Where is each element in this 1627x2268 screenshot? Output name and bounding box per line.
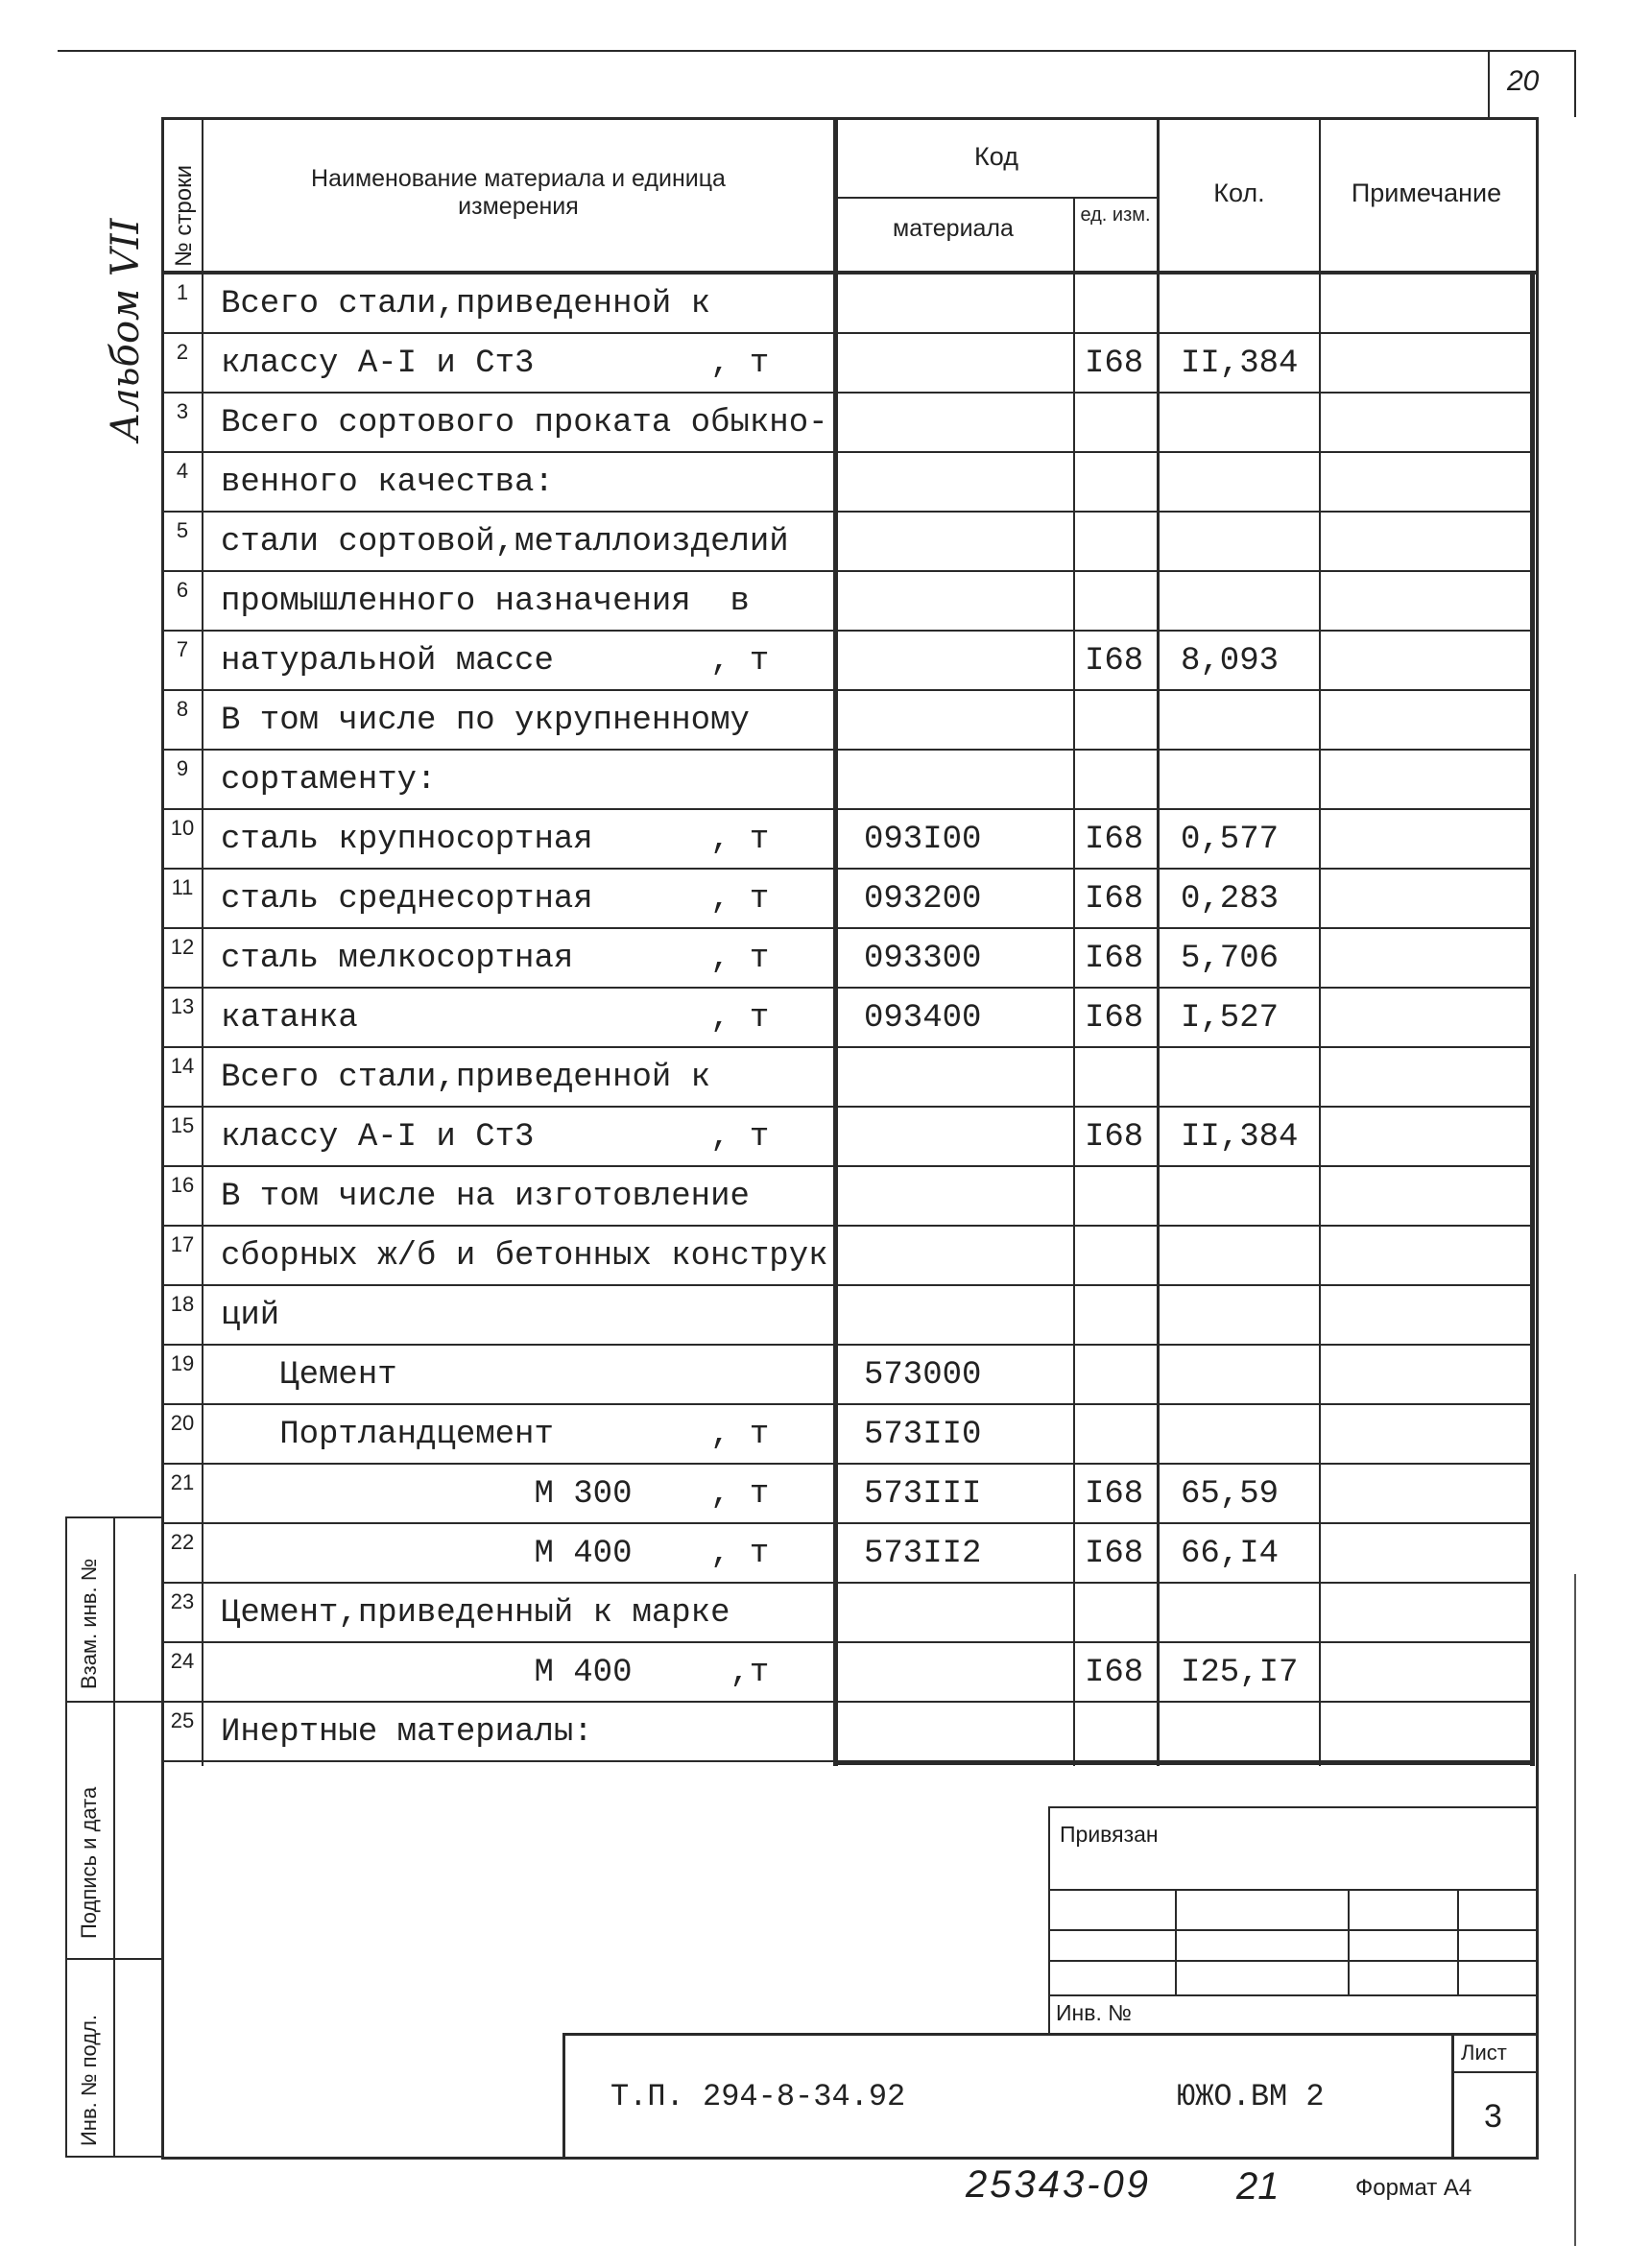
row-name: катанка , т (221, 1000, 770, 1037)
row-number: 5 (176, 518, 189, 542)
row-name: Портландцемент , т (221, 1417, 770, 1453)
row-divider (161, 392, 1534, 394)
row-number: 6 (176, 578, 189, 602)
header-qty: Кол. (1213, 179, 1265, 207)
row-number: 14 (170, 1054, 195, 1078)
frame-bottom (161, 2157, 1538, 2160)
row-name: сортаменту: (221, 762, 437, 799)
row-divider (161, 1165, 1534, 1167)
stamp-vcol1 (1175, 1889, 1177, 1996)
row-number: 21 (170, 1470, 195, 1494)
code-split-line (833, 197, 1158, 199)
row-material-code: 093300 (864, 941, 982, 977)
row-unit-code: I68 (1085, 1000, 1144, 1037)
row-name: Инертные материалы: (221, 1714, 593, 1751)
sheet-label: Лист (1461, 2041, 1507, 2065)
row-unit-code: I68 (1085, 881, 1144, 918)
side-stamp-mid (113, 1516, 115, 2158)
row-quantity: II,384 (1181, 346, 1299, 382)
row-material-code: 573000 (864, 1357, 982, 1394)
row-material-code: 093I00 (864, 822, 982, 858)
row-name: Всего стали,приведенной к (221, 286, 711, 322)
right-margin-line (1574, 1574, 1576, 2246)
row-number: 25 (170, 1708, 195, 1732)
row-unit-code: I68 (1085, 941, 1144, 977)
stamp-top (1048, 1806, 1536, 1808)
row-name: сталь крупносортная , т (221, 822, 770, 858)
col-rownum-line (202, 117, 203, 1766)
frame-left (161, 117, 164, 2160)
row-name: венного качества: (221, 465, 554, 501)
row-divider (161, 1463, 1534, 1465)
side-replace-inv: Взам. инв. № (77, 1558, 101, 1689)
stamp-row3 (1048, 1960, 1536, 1962)
row-divider (161, 630, 1534, 632)
row-number: 15 (170, 1113, 195, 1137)
row-number: 20 (170, 1411, 195, 1435)
title-block-sheet-left (1451, 2033, 1454, 2158)
header-name: Наименование материала и единица измерения (311, 165, 726, 220)
title-block-sheet-div (1451, 2071, 1538, 2073)
row-number: 22 (170, 1530, 195, 1554)
stamp-bound: Привязан (1060, 1822, 1159, 1847)
footer-format: Формат А4 (1355, 2175, 1472, 2201)
row-name: В том числе на изготовление (221, 1179, 750, 1215)
row-unit-code: I68 (1085, 643, 1144, 680)
side-stamp-bottom (65, 2156, 163, 2158)
row-name: М 300 , т (221, 1476, 770, 1513)
row-divider (161, 511, 1534, 513)
stamp-row1 (1048, 1889, 1536, 1891)
row-number: 16 (170, 1173, 195, 1197)
row-quantity: I25,I7 (1181, 1655, 1299, 1691)
row-divider (161, 332, 1534, 334)
row-name: стали сортовой,металлоизделий (221, 524, 789, 561)
row-name: сборных ж/б и бетонных конструк (221, 1238, 828, 1275)
row-name: сталь мелкосортная , т (221, 941, 770, 977)
row-number: 9 (176, 756, 189, 780)
header-note: Примечание (1351, 179, 1502, 207)
row-number: 23 (170, 1589, 195, 1613)
sheet-corner-number: 20 (1507, 65, 1540, 97)
doc-code: Т.П. 294-8-34.92 (610, 2079, 906, 2114)
row-quantity: 0,577 (1181, 822, 1280, 858)
row-name: М 400 ,т (221, 1655, 770, 1691)
side-sign-date: Подпись и дата (77, 1786, 101, 1939)
row-quantity: 8,093 (1181, 643, 1280, 680)
row-number: 8 (176, 697, 189, 721)
row-material-code: 573II2 (864, 1536, 982, 1572)
row-number: 7 (176, 637, 189, 661)
row-quantity: 5,706 (1181, 941, 1280, 977)
row-quantity: I,527 (1181, 1000, 1280, 1037)
frame-right (1536, 117, 1539, 2160)
row-divider (161, 1760, 1534, 1762)
row-number: 11 (171, 875, 194, 899)
stamp-row2 (1048, 1929, 1536, 1931)
row-divider (161, 689, 1534, 691)
row-divider (161, 868, 1534, 870)
row-divider (161, 1284, 1534, 1286)
row-material-code: 573II0 (864, 1417, 982, 1453)
corner-box-right (1574, 50, 1576, 117)
album-label: Альбом VII (104, 218, 148, 442)
col-qty-line (1319, 117, 1321, 1766)
row-divider (161, 1344, 1534, 1346)
row-number: 4 (176, 459, 189, 483)
corner-box-left (1488, 50, 1490, 117)
row-divider (161, 451, 1534, 453)
stamp-vcol3 (1457, 1889, 1459, 1996)
doc-mark: ЮЖО.ВМ 2 (1177, 2079, 1325, 2114)
col-code-line (1073, 197, 1075, 1766)
row-name: Цемент (221, 1357, 397, 1394)
row-name: классу А-I и Ст3 , т (221, 346, 770, 382)
row-number: 13 (170, 994, 195, 1018)
row-unit-code: I68 (1085, 1655, 1144, 1691)
row-divider (161, 1522, 1534, 1524)
side-stamp-div2 (65, 1958, 163, 1960)
row-divider (161, 570, 1534, 572)
row-name: сталь среднесортная , т (221, 881, 770, 918)
row-unit-code: I68 (1085, 822, 1144, 858)
row-name: промышленного назначения в (221, 584, 750, 620)
side-inv-orig: Инв. № подл. (77, 2014, 101, 2146)
row-divider (161, 1225, 1534, 1227)
stamp-left (1048, 1806, 1050, 2035)
title-block-left (562, 2033, 565, 2158)
col-name-line (833, 117, 838, 1766)
sheet-number: 3 (1484, 2098, 1502, 2135)
row-divider (161, 1403, 1534, 1405)
row-number: 19 (170, 1351, 195, 1375)
row-unit-code: I68 (1085, 1476, 1144, 1513)
row-number: 10 (170, 816, 195, 840)
row-number: 2 (176, 340, 189, 364)
top-border (58, 50, 1574, 52)
table-right-heavy (1530, 271, 1535, 1766)
row-quantity: II,384 (1181, 1119, 1299, 1156)
row-divider (161, 808, 1534, 810)
col-unit-line (1157, 117, 1160, 1766)
row-number: 24 (170, 1649, 195, 1673)
side-stamp-div1 (65, 1701, 163, 1703)
header-row-no: № строки (171, 164, 197, 267)
header-bottom-line (161, 271, 1538, 275)
row-number: 18 (170, 1292, 195, 1316)
row-divider (161, 987, 1534, 989)
row-quantity: 65,59 (1181, 1476, 1280, 1513)
row-number: 12 (170, 935, 195, 959)
footer-handwritten-number: 25343-09 (966, 2163, 1152, 2206)
row-unit-code: I68 (1085, 1119, 1144, 1156)
row-quantity: 0,283 (1181, 881, 1280, 918)
row-number: 1 (176, 280, 189, 304)
row-quantity: 66,I4 (1181, 1536, 1280, 1572)
row-divider (161, 749, 1534, 751)
title-block-top (562, 2033, 1538, 2036)
row-name: натуральной массе , т (221, 643, 770, 680)
header-code-material: материала (893, 215, 1014, 242)
row-divider (161, 1701, 1534, 1703)
header-code: Код (974, 142, 1018, 171)
side-stamp-left (65, 1516, 67, 2158)
row-name: ций (221, 1298, 280, 1334)
row-unit-code: I68 (1085, 1536, 1144, 1572)
row-name: классу А-I и Ст3 , т (221, 1119, 770, 1156)
stamp-vcol2 (1348, 1889, 1350, 1996)
header-code-unit: ед. изм. (1080, 204, 1151, 226)
row-name: Всего сортового проката обыкно- (221, 405, 828, 442)
row-material-code: 573III (864, 1476, 982, 1513)
row-name: В том числе по укрупненному (221, 703, 750, 739)
row-divider (161, 1641, 1534, 1643)
row-name: М 400 , т (221, 1536, 770, 1572)
row-number: 17 (170, 1232, 195, 1256)
stamp-inv-no: Инв. № (1056, 2000, 1132, 2025)
row-divider (161, 1046, 1534, 1048)
row-divider (161, 927, 1534, 929)
row-divider (161, 1106, 1534, 1108)
stamp-row4 (1048, 1994, 1536, 1996)
row-divider (161, 1582, 1534, 1584)
frame-top (161, 117, 1538, 120)
row-unit-code: I68 (1085, 346, 1144, 382)
footer-handwritten-page: 21 (1236, 2165, 1280, 2208)
row-material-code: 093200 (864, 881, 982, 918)
row-name: Всего стали,приведенной к (221, 1060, 711, 1096)
row-number: 3 (176, 399, 189, 423)
row-name: Цемент,приведенный к марке (221, 1595, 730, 1632)
row-material-code: 093400 (864, 1000, 982, 1037)
